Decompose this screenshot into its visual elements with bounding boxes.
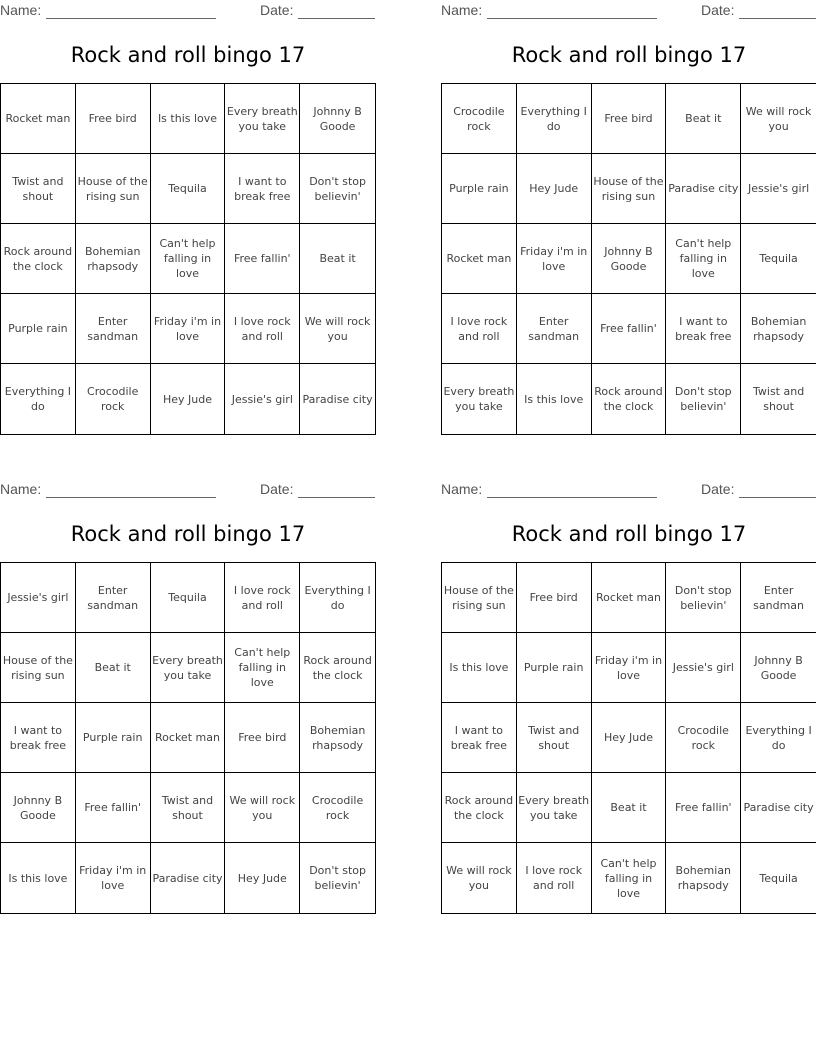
bingo-cell: Purple rain: [76, 703, 151, 773]
bingo-cell: Twist and shout: [753, 385, 805, 413]
bingo-cell: Free bird: [592, 84, 667, 154]
bingo-cell: Can't help falling in love: [151, 224, 226, 294]
bingo-cell: Friday i'm in love: [151, 294, 226, 364]
bingo-card-4: [441, 479, 816, 919]
bingo-cell: Enter sandman: [741, 563, 816, 633]
name-label: Name:: [441, 481, 483, 497]
bingo-cell: Tequila: [151, 154, 226, 224]
name-blank-line: [487, 481, 657, 498]
bingo-cell: Free fallin': [76, 773, 151, 843]
bingo-cell: Rock around the clock: [592, 364, 667, 434]
bingo-cell: House of the rising sun: [592, 154, 667, 224]
bingo-cell: Bohemian rhapsody: [741, 294, 816, 364]
bingo-cell: I love rock and roll: [225, 294, 300, 364]
bingo-cell: Every breath you take: [151, 633, 226, 703]
bingo-cell: Rocket man: [592, 563, 667, 633]
bingo-cell: Paradise city: [151, 843, 226, 913]
bingo-cell: I want to break free: [225, 154, 300, 224]
bingo-cell: I want to break free: [1, 703, 76, 773]
bingo-cell: Crocodile rock: [442, 84, 517, 154]
bingo-cell: Beat it: [76, 633, 151, 703]
date-blank-line: [298, 481, 375, 498]
bingo-cell: Crocodile rock: [300, 773, 375, 843]
date-label: Date:: [701, 481, 735, 497]
bingo-cell: House of the rising sun: [442, 563, 517, 633]
bingo-grid: [0, 83, 376, 435]
bingo-cell: Don't stop believin': [666, 364, 741, 434]
card-header: [0, 481, 376, 499]
bingo-cell: Every breath you take: [442, 364, 517, 434]
bingo-cell: Bohemian rhapsody: [666, 843, 741, 913]
card-header: [441, 2, 816, 20]
name-blank-line: [46, 2, 216, 19]
bingo-cell: Every breath you take: [517, 773, 592, 843]
bingo-cell: Can't help falling in love: [666, 224, 741, 294]
bingo-cell: Hey Jude: [225, 843, 300, 913]
bingo-cell: Purple rain: [442, 154, 517, 224]
bingo-cell: Paradise city: [302, 392, 373, 406]
card-header: [441, 481, 816, 499]
bingo-cell: Don't stop believin': [309, 864, 366, 892]
name-blank-line: [487, 2, 657, 19]
bingo-cell: Hey Jude: [592, 703, 667, 773]
bingo-cell: Bohemian rhapsody: [300, 703, 375, 773]
bingo-cell: Everything I do: [1, 364, 76, 434]
bingo-cell: Tequila: [759, 871, 798, 885]
bingo-cell: Free bird: [517, 563, 592, 633]
bingo-cell: Twist and shout: [1, 154, 76, 224]
date-label: Date:: [260, 2, 294, 18]
bingo-cell: Enter sandman: [76, 563, 151, 633]
bingo-cell: Can't help falling in love: [225, 633, 300, 703]
bingo-cell: Everything I do: [741, 703, 816, 773]
bingo-cell: Don't stop believin': [666, 563, 741, 633]
bingo-card-3: [0, 479, 376, 919]
bingo-cell: Purple rain: [517, 633, 592, 703]
bingo-cell: Rocket man: [151, 703, 226, 773]
bingo-cell: We will rock you: [442, 843, 517, 913]
bingo-cell: Is this love: [517, 364, 592, 434]
bingo-cell: Tequila: [151, 563, 226, 633]
bingo-cell: Bohemian rhapsody: [76, 224, 151, 294]
bingo-cell: We will rock you: [225, 773, 300, 843]
bingo-cell: Hey Jude: [151, 364, 226, 434]
bingo-cell: House of the rising sun: [76, 154, 151, 224]
bingo-cell: Enter sandman: [517, 294, 592, 364]
bingo-cell: Johnny B Goode: [1, 773, 76, 843]
date-label: Date:: [701, 2, 735, 18]
bingo-cell: Crocodile rock: [666, 703, 741, 773]
card-title: Rock and roll bingo 17: [70, 522, 306, 546]
card-title: Rock and roll bingo 17: [70, 43, 306, 67]
bingo-cell: Johnny B Goode: [592, 224, 667, 294]
date-blank-line: [298, 2, 375, 19]
bingo-cell: Twist and shout: [151, 773, 226, 843]
bingo-cell: Everything I do: [300, 563, 375, 633]
bingo-card-2: [441, 0, 816, 440]
bingo-cell: Is this love: [442, 633, 517, 703]
bingo-cell: I want to break free: [442, 703, 517, 773]
bingo-cell: I want to break free: [666, 294, 741, 364]
bingo-cell: Free bird: [225, 703, 300, 773]
name-label: Name:: [0, 481, 42, 497]
bingo-cell: Don't stop believin': [300, 154, 375, 224]
bingo-cell: Free fallin': [592, 294, 667, 364]
bingo-cell: Friday i'm in love: [517, 224, 592, 294]
bingo-cell: We will rock you: [741, 84, 816, 154]
bingo-cell: Jessie's girl: [666, 633, 741, 703]
bingo-cell: Johnny B Goode: [741, 633, 816, 703]
bingo-cell: Purple rain: [1, 294, 76, 364]
date-label: Date:: [260, 481, 294, 497]
bingo-cell: Rocket man: [442, 224, 517, 294]
bingo-cell: Free fallin': [225, 224, 300, 294]
bingo-grid: [441, 83, 816, 435]
card-header: [0, 2, 376, 20]
bingo-cell: Twist and shout: [517, 703, 592, 773]
bingo-card-1: [0, 0, 376, 440]
bingo-cell: I love rock and roll: [225, 563, 300, 633]
bingo-cell: We will rock you: [300, 294, 375, 364]
bingo-cell: Friday i'm in love: [76, 843, 151, 913]
bingo-cell: Beat it: [666, 84, 741, 154]
bingo-cell: Jessie's girl: [225, 364, 300, 434]
bingo-cell: Paradise city: [741, 773, 816, 843]
bingo-cell: Everything I do: [517, 84, 592, 154]
bingo-cell: Tequila: [741, 224, 816, 294]
card-title: Rock and roll bingo 17: [511, 43, 747, 67]
bingo-cell: Rocket man: [1, 84, 76, 154]
bingo-cell: Free fallin': [666, 773, 741, 843]
name-label: Name:: [0, 2, 42, 18]
bingo-grid: [441, 562, 816, 914]
bingo-cell: I love rock and roll: [517, 843, 592, 913]
bingo-cell: Rock around the clock: [1, 224, 76, 294]
bingo-cell: Is this love: [151, 84, 226, 154]
card-title: Rock and roll bingo 17: [511, 522, 747, 546]
bingo-cell: Is this love: [1, 843, 76, 913]
bingo-cell: Paradise city: [666, 154, 741, 224]
date-blank-line: [739, 481, 816, 498]
name-label: Name:: [441, 2, 483, 18]
bingo-cell: Every breath you take: [225, 84, 300, 154]
name-blank-line: [46, 481, 216, 498]
bingo-cell: Beat it: [300, 224, 375, 294]
bingo-cell: Friday i'm in love: [592, 633, 667, 703]
bingo-cell: Can't help falling in love: [592, 843, 667, 913]
bingo-cell: House of the rising sun: [1, 633, 76, 703]
bingo-cell: Beat it: [592, 773, 667, 843]
bingo-cell: Rock around the clock: [442, 773, 517, 843]
date-blank-line: [739, 2, 816, 19]
bingo-cell: Free bird: [76, 84, 151, 154]
bingo-cell: Johnny B Goode: [300, 84, 375, 154]
bingo-cell: Jessie's girl: [1, 563, 76, 633]
bingo-cell: Jessie's girl: [741, 154, 816, 224]
bingo-cell: Rock around the clock: [300, 633, 375, 703]
bingo-cell: Enter sandman: [76, 294, 151, 364]
bingo-cell: I love rock and roll: [442, 294, 517, 364]
bingo-grid: [0, 562, 376, 914]
bingo-cell: Crocodile rock: [76, 364, 151, 434]
bingo-cell: Hey Jude: [517, 154, 592, 224]
